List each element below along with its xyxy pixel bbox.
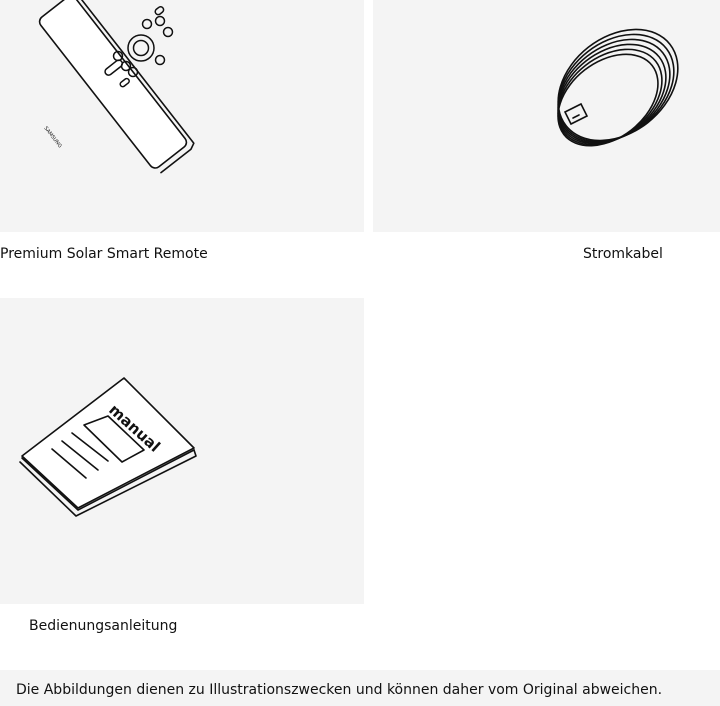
manual-book-icon: [0, 298, 364, 604]
item-label-remote: Premium Solar Smart Remote: [0, 246, 208, 262]
remote-tile: [0, 0, 364, 232]
item-label-manual: Bedienungsanleitung: [29, 618, 178, 634]
remote-brand-text: SAMSUNG: [42, 125, 63, 150]
remote-control-icon: [0, 0, 364, 232]
disclaimer-text: Die Abbildungen dienen zu Illustrationszwecken und können daher vom Original abweichen.: [16, 682, 663, 698]
item-label-cable: Stromkabel: [583, 246, 663, 262]
manual-cover-text: manual: [105, 400, 164, 456]
disclaimer-bar: [0, 670, 720, 706]
manual-tile: [0, 298, 364, 604]
cable-tile: [373, 0, 720, 232]
power-cable-icon: [373, 0, 720, 232]
